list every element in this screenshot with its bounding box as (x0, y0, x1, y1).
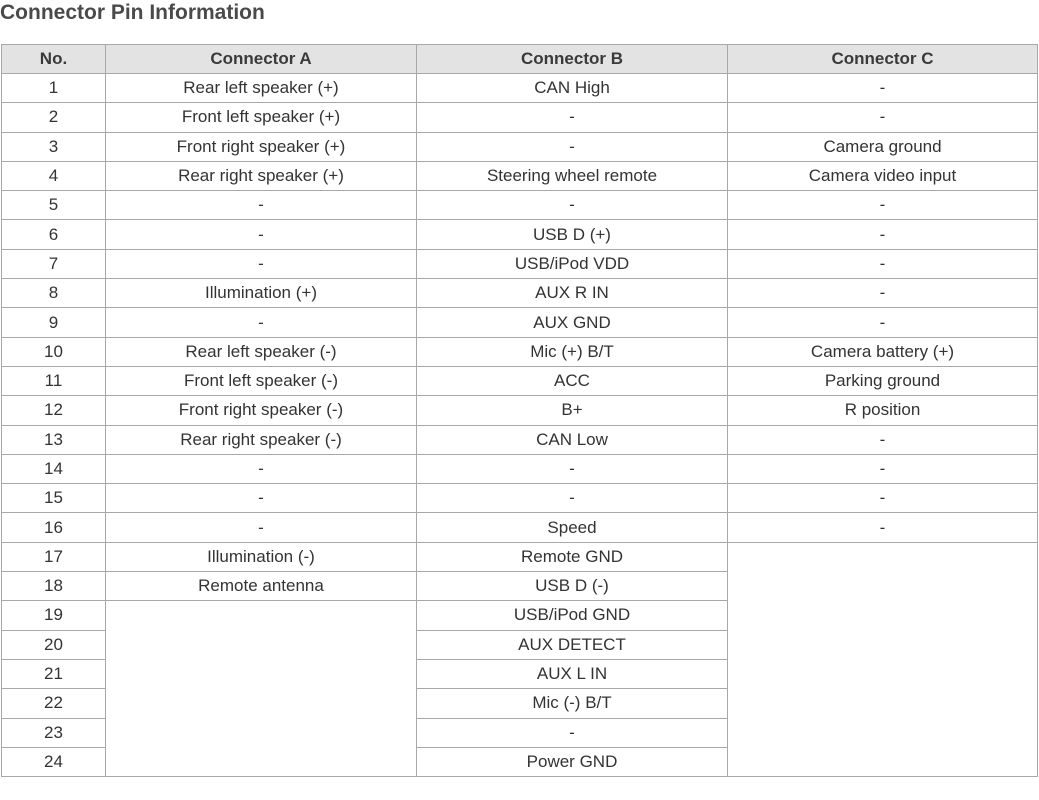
connector-b-cell: Mic (+) B/T (417, 337, 728, 366)
connector-b-cell: B+ (417, 396, 728, 425)
connector-b-cell: - (417, 454, 728, 483)
pin-number-cell: 20 (2, 630, 106, 659)
table-row (2, 366, 1038, 395)
connector-b-cell: AUX L IN (417, 659, 728, 688)
table-row (2, 249, 1038, 278)
pin-number-cell: 1 (2, 74, 106, 103)
pin-number-cell: 24 (2, 747, 106, 776)
connector-a-cell: Rear right speaker (-) (106, 425, 417, 454)
pin-number-cell: 8 (2, 279, 106, 308)
connector-c-cell: - (728, 103, 1038, 132)
table-row (2, 454, 1038, 483)
connector-b-cell: AUX DETECT (417, 630, 728, 659)
pin-number-cell: 2 (2, 103, 106, 132)
pin-number-cell: 7 (2, 249, 106, 278)
connector-c-cell: - (728, 220, 1038, 249)
connector-a-cell: Rear right speaker (+) (106, 161, 417, 190)
connector-b-cell: - (417, 132, 728, 161)
connector-a-cell: Rear left speaker (+) (106, 74, 417, 103)
connector-c-cell: - (728, 249, 1038, 278)
connector-b-cell: USB/iPod GND (417, 601, 728, 630)
table-row (2, 74, 1038, 103)
pin-number-cell: 4 (2, 161, 106, 190)
connector-b-cell: CAN Low (417, 425, 728, 454)
column-header-connector-c: Connector C (728, 45, 1038, 74)
table-row (2, 103, 1038, 132)
pin-number-cell: 16 (2, 513, 106, 542)
pin-number-cell: 3 (2, 132, 106, 161)
connector-a-cell: Front left speaker (-) (106, 366, 417, 395)
table-row (2, 425, 1038, 454)
table-row (2, 308, 1038, 337)
connector-b-cell: ACC (417, 366, 728, 395)
connector-c-cell: Parking ground (728, 366, 1038, 395)
connector-b-cell: Power GND (417, 747, 728, 776)
pin-number-cell: 18 (2, 572, 106, 601)
column-header-connector-b: Connector B (417, 45, 728, 74)
connector-b-cell: USB D (-) (417, 572, 728, 601)
table-row (2, 220, 1038, 249)
connector-c-cell: - (728, 425, 1038, 454)
pin-number-cell: 9 (2, 308, 106, 337)
connector-c-cell: - (728, 308, 1038, 337)
connector-b-cell: AUX R IN (417, 279, 728, 308)
connector-b-cell: - (417, 191, 728, 220)
connector-c-cell: - (728, 74, 1038, 103)
connector-b-cell: AUX GND (417, 308, 728, 337)
table-header-row (2, 45, 1038, 74)
connector-a-cell: Illumination (+) (106, 279, 417, 308)
connector-a-cell: Front left speaker (+) (106, 103, 417, 132)
connector-a-cell: - (106, 308, 417, 337)
connector-b-cell: - (417, 103, 728, 132)
connector-a-cell: Front right speaker (-) (106, 396, 417, 425)
pin-number-cell: 12 (2, 396, 106, 425)
connector-a-cell: Front right speaker (+) (106, 132, 417, 161)
connector-a-cell: Remote antenna (106, 572, 417, 601)
table-row (2, 132, 1038, 161)
pin-number-cell: 10 (2, 337, 106, 366)
connector-a-empty-cell (106, 601, 417, 777)
connector-c-cell: R position (728, 396, 1038, 425)
connector-a-cell: - (106, 484, 417, 513)
column-header-no: No. (2, 45, 106, 74)
connector-c-cell: - (728, 191, 1038, 220)
table-row (2, 161, 1038, 190)
pin-number-cell: 17 (2, 542, 106, 571)
connector-a-cell: - (106, 249, 417, 278)
connector-b-cell: CAN High (417, 74, 728, 103)
pin-number-cell: 14 (2, 454, 106, 483)
connector-c-cell: - (728, 484, 1038, 513)
connector-a-cell: - (106, 220, 417, 249)
page-title: Connector Pin Information (0, 1, 265, 24)
pin-number-cell: 23 (2, 718, 106, 747)
connector-b-cell: USB/iPod VDD (417, 249, 728, 278)
connector-b-cell: Remote GND (417, 542, 728, 571)
pin-number-cell: 6 (2, 220, 106, 249)
pin-number-cell: 11 (2, 366, 106, 395)
table-row (2, 513, 1038, 542)
table-row (2, 279, 1038, 308)
connector-a-cell: Rear left speaker (-) (106, 337, 417, 366)
connector-c-empty-cell (728, 542, 1038, 776)
table-row (2, 191, 1038, 220)
table-row (2, 484, 1038, 513)
connector-c-cell: Camera battery (+) (728, 337, 1038, 366)
connector-b-cell: - (417, 718, 728, 747)
pin-number-cell: 21 (2, 659, 106, 688)
table-body (2, 74, 1038, 777)
connector-c-cell: - (728, 279, 1038, 308)
connector-a-cell: - (106, 191, 417, 220)
column-header-connector-a: Connector A (106, 45, 417, 74)
connector-a-cell: - (106, 513, 417, 542)
connector-c-cell: Camera ground (728, 132, 1038, 161)
connector-a-cell: - (106, 454, 417, 483)
connector-b-cell: Mic (-) B/T (417, 689, 728, 718)
pin-number-cell: 5 (2, 191, 106, 220)
table-row (2, 542, 1038, 571)
connector-c-cell: - (728, 454, 1038, 483)
pin-number-cell: 19 (2, 601, 106, 630)
table-row (2, 396, 1038, 425)
connector-a-cell: Illumination (-) (106, 542, 417, 571)
table-row (2, 337, 1038, 366)
pin-number-cell: 15 (2, 484, 106, 513)
connector-b-cell: - (417, 484, 728, 513)
pin-number-cell: 22 (2, 689, 106, 718)
connector-c-cell: - (728, 513, 1038, 542)
pin-number-cell: 13 (2, 425, 106, 454)
connector-b-cell: Steering wheel remote (417, 161, 728, 190)
connector-c-cell: Camera video input (728, 161, 1038, 190)
connector-b-cell: Speed (417, 513, 728, 542)
connector-b-cell: USB D (+) (417, 220, 728, 249)
connector-pin-table (1, 44, 1038, 777)
